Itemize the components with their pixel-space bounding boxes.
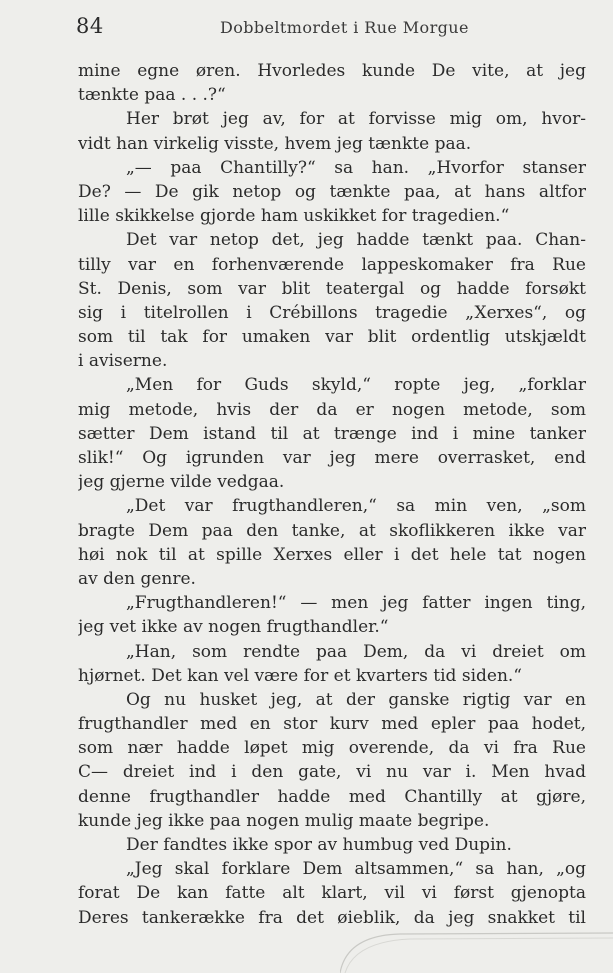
text-line: slik!“ Og igrunden var jeg mere overrasket, end [78, 448, 586, 468]
text-line: frugthandler med en stor kurv med epler paa hodet, [78, 714, 586, 735]
text-line: „Men for Guds skyld,“ ropte jeg, „forklar [126, 375, 586, 396]
text-line: lille skikkelse gjorde ham uskikket for tragedien.“ [78, 206, 510, 227]
text-line: Deres tankerække fra det øieblik, da jeg snakket til [78, 907, 586, 928]
text-line: sig i titelrollen i Crébillons tragedie „Xerxes“, og [78, 302, 586, 323]
text-line: Her brøt jeg av, for at forvisse mig om, hvor- [126, 109, 586, 130]
text-line: som til tak for umaken var blit ordentlig utskjældt [78, 327, 586, 348]
text-line: vidt han virkelig visste, hvem jeg tænkte paa. [78, 133, 472, 154]
text-line: jeg gjerne vilde vedgaa. [78, 472, 285, 493]
text-line: St. Denis, som var blit teatergal og hadde forsøkt [78, 278, 586, 299]
text-line: „— paa Chantilly?“ sa han. „Hvorfor stanser [126, 157, 586, 178]
text-line: De? — De gik netop og tænkte paa, at hans altfor [78, 181, 586, 202]
text-line: „Han, som rendte paa Dem, da vi dreiet om [126, 641, 586, 662]
text-line: tilly var en forhenværende lappeskomaker fra Rue [78, 254, 586, 275]
text-line: „Frugthandleren!“ — men jeg fatter ingen ting, [126, 593, 586, 614]
text-line: Der fandtes ikke spor av humbug ved Dupin. [126, 835, 512, 855]
page-number: 84 [76, 14, 104, 38]
text-line: hjørnet. Det kan vel være for et kvarters tid siden.“ [78, 665, 522, 686]
text-line: høi nok til at spille Xerxes eller i det hele tat nogen [78, 544, 586, 565]
text-line: forat De kan fatte alt klart, vil vi først gjenopta [78, 883, 586, 904]
text-line: mig metode, hvis der da er nogen metode, som [78, 399, 586, 420]
text-line: C— dreiet ind i den gate, vi nu var i. Men hvad [78, 762, 586, 783]
text-line: tænkte paa . . .?“ [78, 85, 226, 106]
text-line: jeg vet ikke av nogen frugthandler.“ [78, 617, 389, 638]
body-text [78, 59, 586, 930]
page-edge-curl [340, 931, 613, 973]
text-line: kunde jeg ikke paa nogen mulig maate begripe. [78, 810, 490, 831]
text-line: bragte Dem paa den tanke, at skoflikkeren ikke var [78, 520, 586, 541]
text-line: mine egne øren. Hvorledes kunde De vite, at jeg [78, 61, 586, 81]
text-line: som nær hadde løpet mig overende, da vi fra Rue [78, 738, 586, 759]
page-header [76, 14, 585, 44]
text-line: Og nu husket jeg, at der ganske rigtig var en [126, 689, 586, 710]
text-line: Det var netop det, jeg hadde tænkt paa. Chan- [126, 230, 586, 251]
text-line: sætter Dem istand til at trænge ind i mine tanker [78, 423, 586, 444]
text-line: denne frugthandler hadde med Chantilly at gjøre, [78, 786, 586, 807]
text-line: „Det var frugthandleren,“ sa min ven, „som [126, 496, 586, 517]
text-line: av den genre. [78, 568, 196, 589]
text-line: i aviserne. [78, 351, 168, 372]
running-head: Dobbeltmordet i Rue Morgue [220, 18, 469, 37]
text-line: „Jeg skal forklare Dem altsammen,“ sa han, „og [126, 859, 586, 880]
